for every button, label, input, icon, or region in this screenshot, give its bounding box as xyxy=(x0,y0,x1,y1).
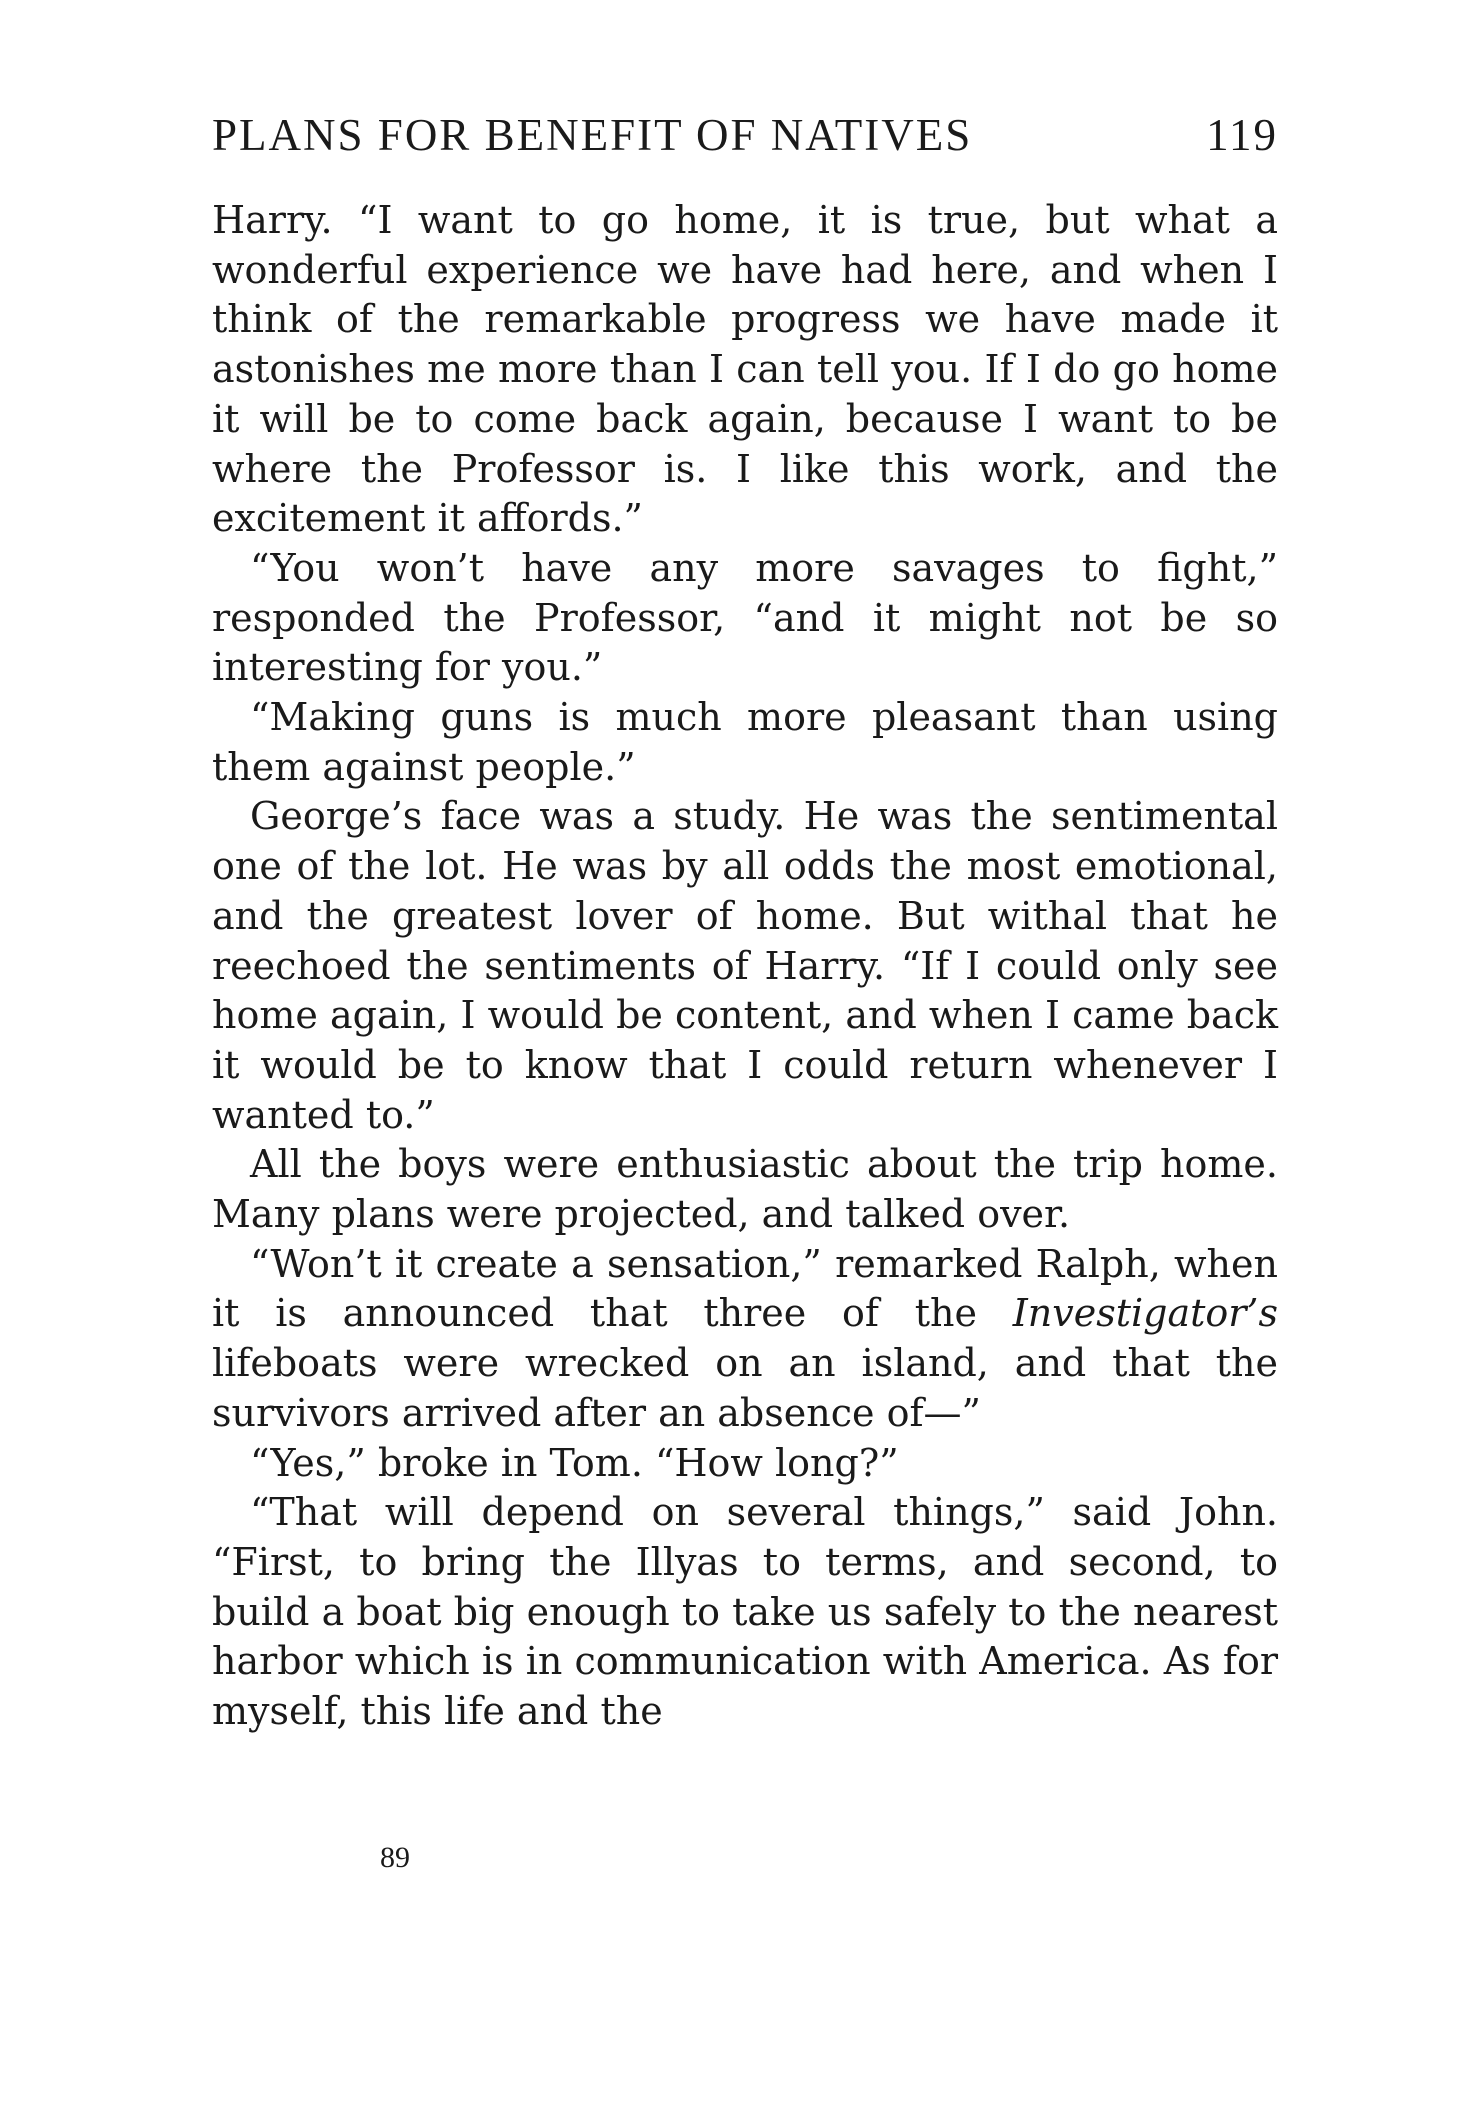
body-text xyxy=(212,196,1278,1737)
ship-name-italic: Investigator’s xyxy=(1012,1291,1278,1336)
paragraph-text: lifeboats were wrecked on an island, and that the survivors arrived after an absence of—” xyxy=(212,1341,1278,1435)
paragraph: “Yes,” broke in Tom. “How long?” xyxy=(250,1440,899,1485)
paragraph: “That will depend on several things,” said John. “First, to bring the Illyas to terms, and second, to build a boat big enough to take us safely to the nearest harbor which is in communication with America. As for myself, this life and the xyxy=(212,1490,1278,1734)
paragraph: All the boys were enthusiastic about the trip home. Many plans were projected, and talked over. xyxy=(212,1142,1278,1237)
paragraph: Harry. “I want to go home, it is true, but what a wonderful experience we have had here, and when I think of the remarkable progress we have made it astonishes me more than I can tell you. If I do go home it will be to come back again, because I want to be where the Professor is. I like this work, and the excitement it affords.” xyxy=(212,198,1278,541)
signature-mark: 89 xyxy=(380,1841,410,1874)
page-number: 119 xyxy=(1206,110,1278,160)
paragraph-text: “Won’t it create a sensation,” remarked Ralph, when it is announced that three of the xyxy=(212,1241,1278,1336)
paragraph: “Making guns is much more pleasant than using them against people.” xyxy=(212,695,1278,789)
chapter-title: PLANS FOR BENEFIT OF NATIVES xyxy=(212,110,973,160)
running-head xyxy=(212,105,1278,165)
paragraph: George’s face was a study. He was the sentimental one of the lot. He was by all odds the most emotional, and the greatest lover of home. But withal that he reechoed the sentiments of Harry. “If I could only see home again, I would be content, and when I came back it would be to know that I could return whenever I wanted to.” xyxy=(212,794,1278,1137)
paragraph-with-italic xyxy=(212,1240,1278,1439)
paragraph: “You won’t have any more savages to fight,” responded the Professor, “and it might not be so interesting for you.” xyxy=(212,545,1278,690)
